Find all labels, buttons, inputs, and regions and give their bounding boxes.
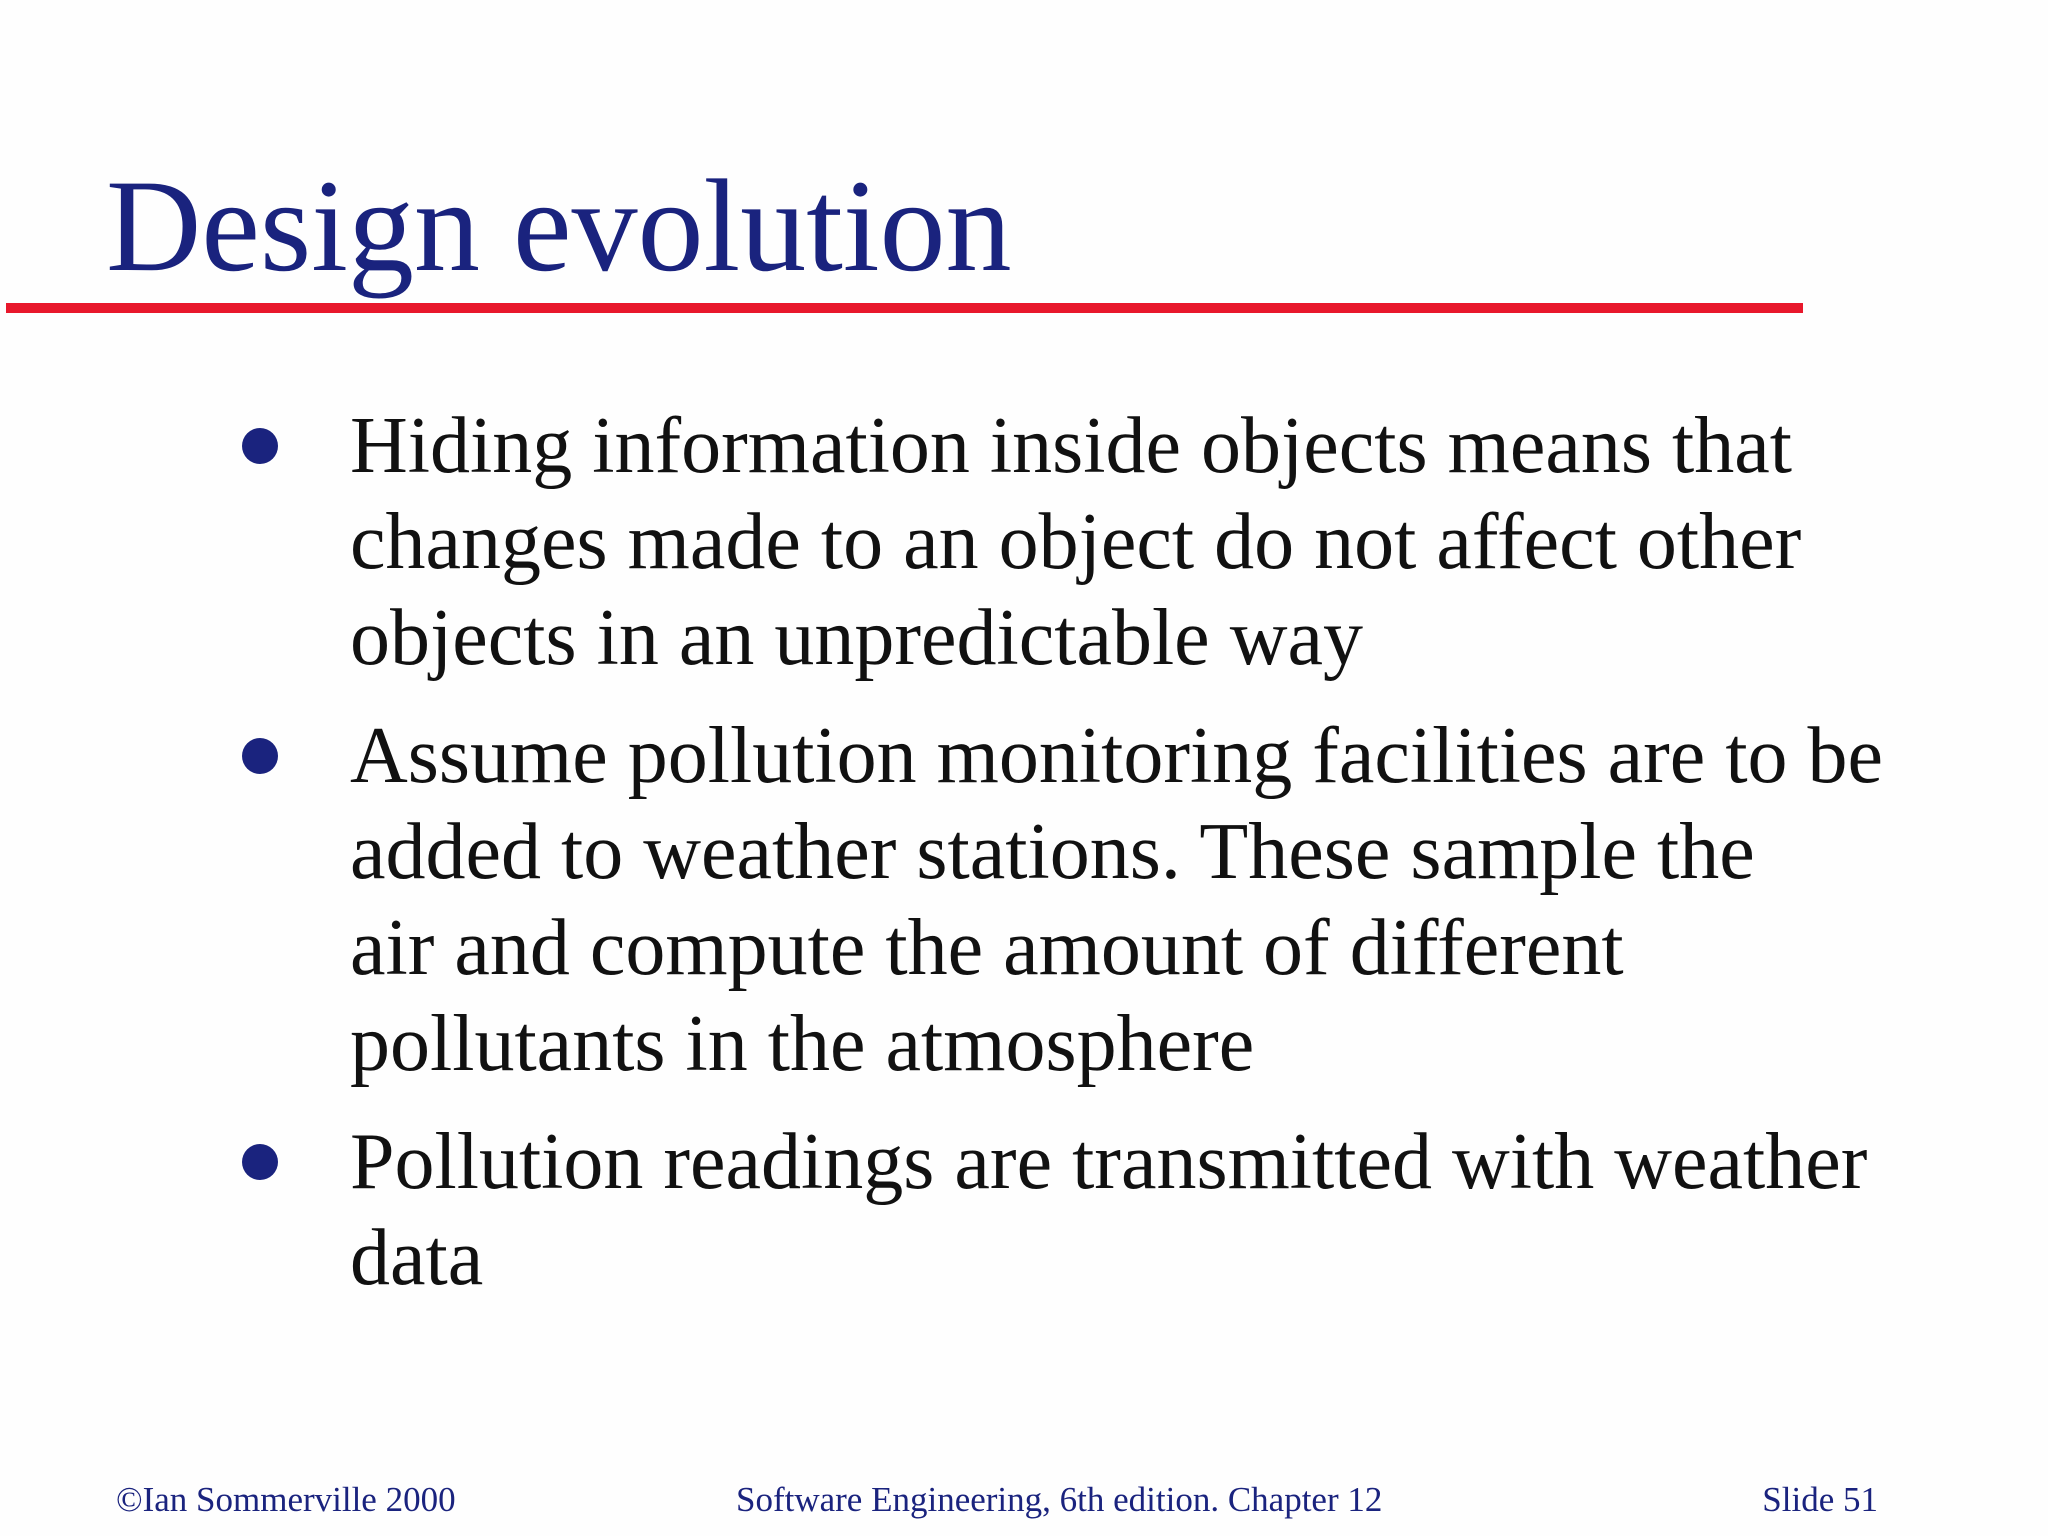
title-divider [6,303,1803,313]
bullet-dot-icon [242,738,278,774]
bullet-item [230,708,1884,1092]
bullet-line: pollutants in the atmosphere [350,1000,1255,1088]
bullet-line: objects in an unpredictable way [350,594,1363,682]
bullet-line: Hiding information inside objects means that [350,402,1792,490]
bullet-item [230,398,1870,686]
bullet-dot-icon [242,1144,278,1180]
bullet-item [230,1114,1870,1306]
bullet-dot-icon [242,428,278,464]
bullet-line: air and compute the amount of different [350,904,1624,992]
footer-copyright: ©Ian Sommerville 2000 [116,1480,456,1519]
bullet-line: changes made to an object do not affect other [350,498,1802,586]
slide-title: Design evolution [106,152,1012,299]
footer-course: Software Engineering, 6th edition. Chapter 12 [736,1480,1383,1519]
bullet-line: Assume pollution monitoring facilities are to be [350,712,1884,800]
bullet-line: data [350,1214,484,1302]
bullet-line: added to weather stations. These sample the [350,808,1755,896]
footer-slide-number: Slide 51 [1762,1480,1878,1519]
bullet-line: Pollution readings are transmitted with weather [350,1118,1868,1206]
bullet-list [230,398,1884,1328]
